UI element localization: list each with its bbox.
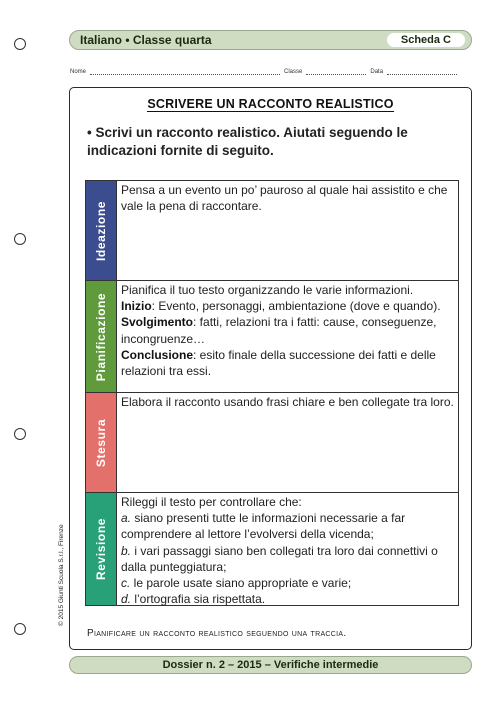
scheda-badge: Scheda C [387,33,465,47]
binder-hole [14,233,26,245]
list-item [121,543,454,575]
page-title [69,97,472,111]
section-body [116,281,458,392]
section-text: Elabora il racconto usando frasi chiare e ben collegate tra loro. [121,395,454,409]
nome-field[interactable] [90,68,280,75]
footer-bar [69,656,472,674]
item-term: Svolgimento [121,315,194,330]
item-letter: b. [121,543,132,558]
list-item [121,314,454,346]
section-tab-revisione [86,493,116,605]
item-desc: : Evento, personaggi, ambientazione (dove e quando). [151,299,441,314]
section-body [116,493,458,605]
section-tab-pianificazione [86,281,116,392]
section-revisione [86,493,458,605]
section-label: Ideazione [94,200,108,261]
section-intro: Pianifica il tuo testo organizzando le varie informazioni. [121,283,414,297]
item-letter: d. [121,592,132,607]
section-pianificazione [86,281,458,393]
section-body [116,181,458,280]
section-body [116,393,458,492]
classe-field[interactable] [306,68,366,75]
data-field[interactable] [387,68,457,75]
item-text: l’ortografia sia rispettata. [131,592,266,607]
header-bar [69,30,472,50]
section-tab-stesura [86,393,116,492]
footer-text: Dossier n. 2 – 2015 – Verifiche intermedie [162,659,379,671]
objective-footnote: Pianificare un racconto realistico seguendo una traccia. [87,628,347,639]
section-label: Pianificazione [94,292,108,381]
item-text: i vari passaggi siano ben collegati tra loro dai connettivi o dalla punteggiatura; [121,543,438,574]
data-label: Data [370,69,384,75]
nome-label: Nome [70,69,87,75]
list-item [121,298,454,314]
list-item [121,591,454,607]
subject-label: Italiano • Classe quarta [80,33,212,47]
item-text: siano presenti tutte le informazioni necessarie a far comprendere al lettore l’evolversi della vicenda; [121,511,406,542]
binder-hole [14,428,26,440]
section-stesura [86,393,458,493]
section-intro: Rileggi il testo per controllare che: [121,495,302,509]
section-label: Stesura [94,418,108,467]
item-letter: a. [121,511,132,526]
binder-hole [14,623,26,635]
item-term: Inizio [121,299,152,314]
binder-hole [14,38,26,50]
section-ideazione [86,181,458,281]
classe-label: Classe [284,69,303,75]
section-tab-ideazione [86,181,116,280]
section-label: Revisione [94,517,108,581]
list-item [121,347,454,379]
steps-table [85,180,459,606]
copyright-note: © 2015 Giunti Scuola S.r.l., Firenze [58,524,65,626]
section-text: Pensa a un evento un po’ pauroso al quale hai assistito e che vale la pena di raccontare. [121,183,448,214]
item-letter: c. [121,576,131,591]
item-term: Conclusione [121,347,194,362]
name-row [70,68,472,75]
list-item [121,510,454,542]
page-title-text: SCRIVERE UN RACCONTO REALISTICO [147,97,394,111]
item-desc: : esito finale della successione dei fatti e delle relazioni tra essi. [121,347,436,379]
item-desc: : fatti, relazioni tra i fatti: cause, conseguenze, incongruenze… [121,315,437,346]
instruction-text: • Scrivi un racconto realistico. Aiutati seguendo le indicazioni fornite di seguito. [87,125,408,158]
list-item [121,575,454,591]
item-text: le parole usate siano appropriate e varie; [130,576,352,591]
